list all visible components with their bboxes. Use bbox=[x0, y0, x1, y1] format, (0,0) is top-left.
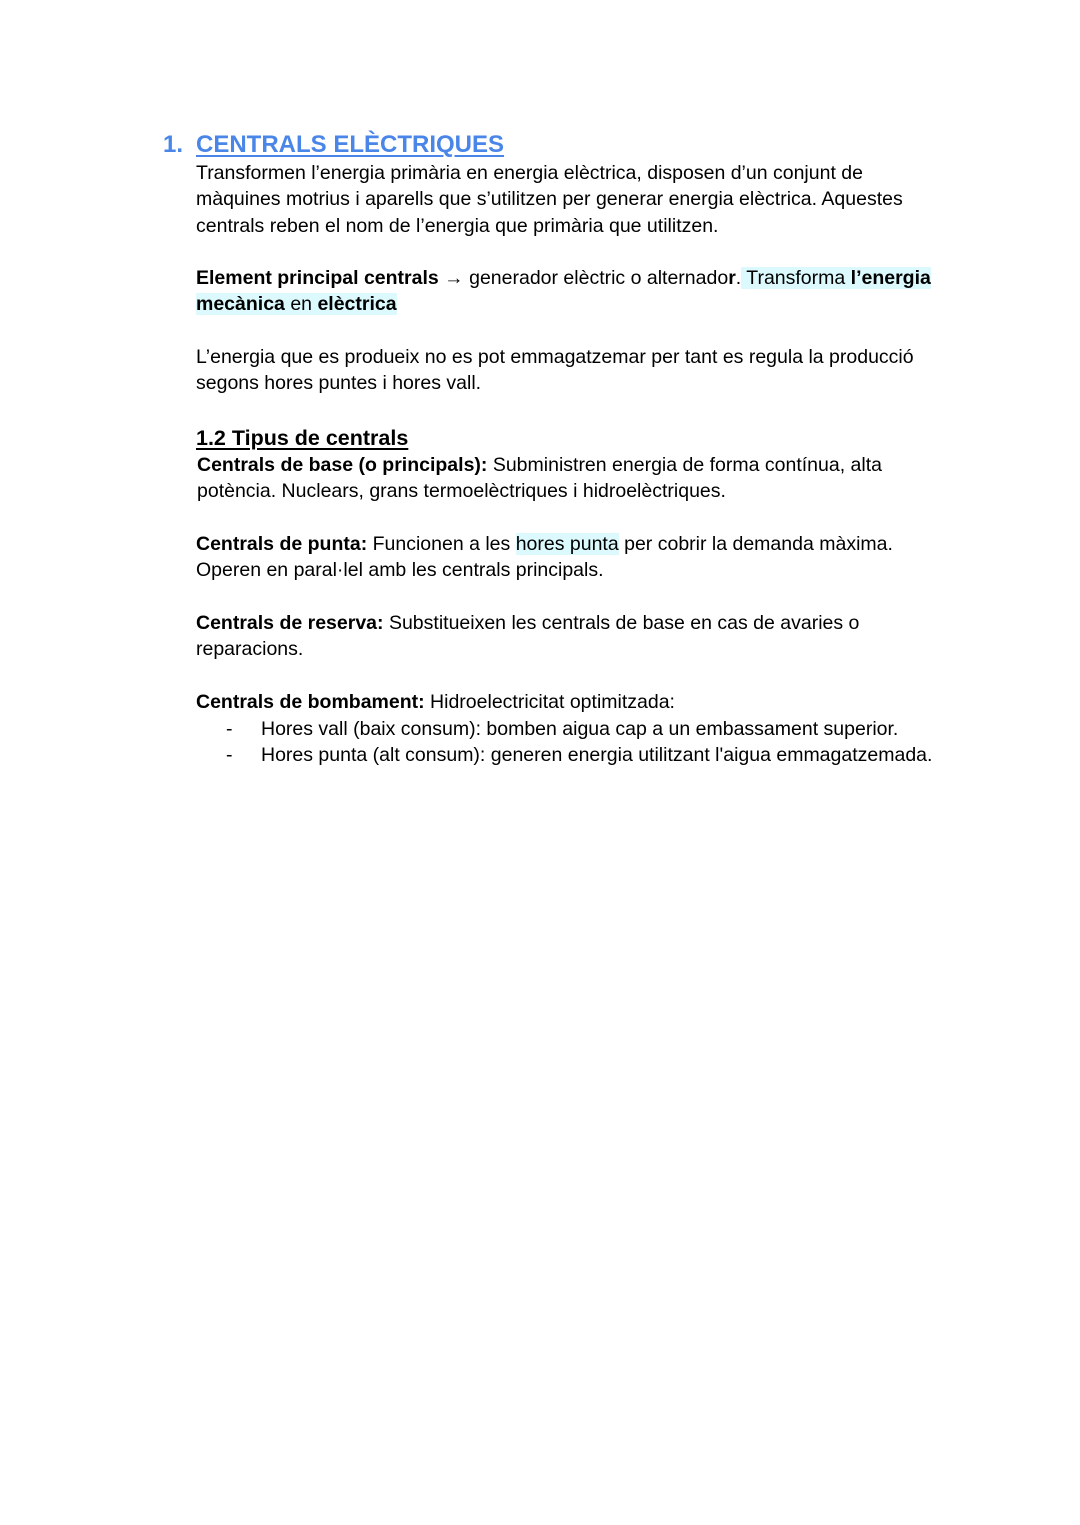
bullet-dash: - bbox=[226, 744, 233, 767]
bullet-text: Hores vall (baix consum): bomben aigua cap a un embassament superior. bbox=[261, 718, 899, 740]
reserva-line-2: reparacions. bbox=[196, 638, 304, 661]
intro-line: màquines motrius i aparells que s’utilitzen per generar energia elèctrica. Aquestes bbox=[196, 188, 903, 211]
bombament-paragraph bbox=[196, 689, 675, 715]
base-paragraph bbox=[197, 452, 882, 505]
subsection-title: 1.2 Tipus de centrals bbox=[196, 426, 409, 450]
storage-line: segons hores puntes i hores vall. bbox=[196, 372, 482, 395]
section-number: 1. bbox=[163, 131, 184, 158]
punta-line-2: Operen en paral·lel amb les centrals principals. bbox=[196, 559, 604, 582]
punta-line-1 bbox=[196, 531, 893, 557]
highlight-energia: l’energia bbox=[850, 267, 931, 289]
element-arrow-text: → generador elèctric o alternado bbox=[438, 267, 729, 289]
base-label: Centrals de base (o principals): bbox=[197, 454, 488, 476]
bombament-label: Centrals de bombament: bbox=[196, 691, 425, 713]
element-paragraph bbox=[196, 265, 931, 318]
reserva-paragraph bbox=[196, 610, 859, 663]
bombament-text: Hidroelectricitat optimitzada: bbox=[424, 691, 675, 713]
bombament-line bbox=[196, 689, 675, 715]
storage-paragraph bbox=[196, 344, 914, 397]
list-item bbox=[226, 742, 932, 768]
highlight-electrica: elèctrica bbox=[317, 293, 397, 316]
bullet-dash: - bbox=[226, 718, 233, 740]
intro-line: Transformen l’energia primària en energia elèctrica, disposen d’un conjunt de bbox=[196, 162, 863, 184]
reserva-label: Centrals de reserva: bbox=[196, 612, 384, 634]
highlight-en: en bbox=[284, 293, 318, 316]
base-line-2: potència. Nuclears, grans termoelèctriques i hidroelèctriques. bbox=[197, 480, 726, 503]
section-heading bbox=[163, 130, 504, 160]
base-line-1 bbox=[197, 452, 882, 478]
bombament-list bbox=[226, 716, 932, 769]
section-title: CENTRALS ELÈCTRIQUES bbox=[196, 131, 505, 158]
intro-paragraph bbox=[196, 160, 903, 239]
highlight-transforma: Transforma bbox=[741, 267, 851, 289]
element-bold-r: r bbox=[728, 267, 736, 289]
base-text-1: Subministren energia de forma contínua, alta bbox=[487, 454, 882, 476]
intro-line: centrals reben el nom de l’energia que primària que utilitzen. bbox=[196, 214, 719, 237]
element-label: Element principal centrals bbox=[196, 267, 439, 289]
element-line-2 bbox=[196, 291, 931, 317]
list-item bbox=[226, 716, 932, 742]
storage-line: L’energia que es produeix no es pot emmagatzemar per tant es regula la producció bbox=[196, 346, 914, 368]
punta-paragraph bbox=[196, 531, 893, 584]
punta-label: Centrals de punta: bbox=[196, 533, 368, 555]
highlight-hores-punta: hores punta bbox=[515, 533, 619, 555]
highlight-mecanica: mecànica bbox=[196, 293, 285, 316]
bullet-text: Hores punta (alt consum): generen energia utilitzant l'aigua emmagatzemada. bbox=[261, 744, 933, 767]
element-period: . bbox=[735, 267, 742, 289]
punta-text-after: per cobrir la demanda màxima. bbox=[618, 533, 893, 555]
reserva-line-1 bbox=[196, 610, 859, 636]
reserva-text-1: Substitueixen les centrals de base en cas de avaries o bbox=[383, 612, 860, 634]
element-line-1 bbox=[196, 265, 931, 291]
punta-text-before: Funcionen a les bbox=[367, 533, 516, 555]
